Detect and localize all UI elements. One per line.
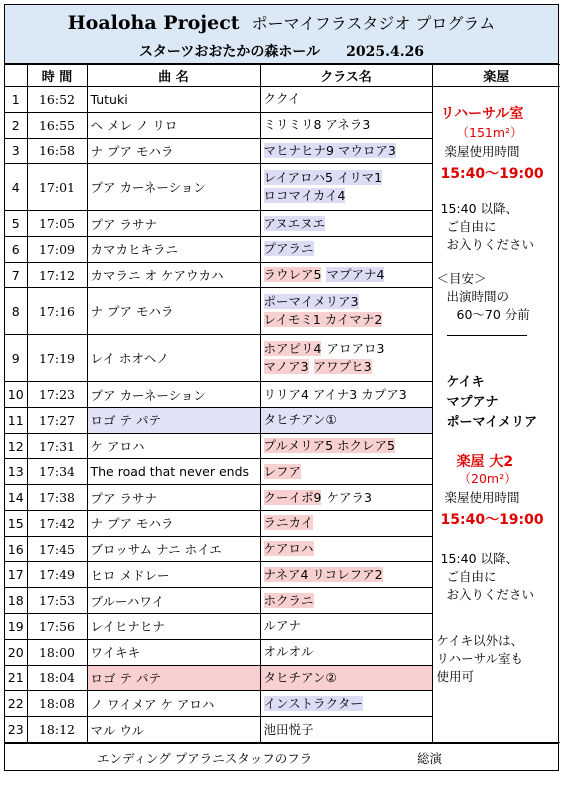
title-block — [5, 5, 558, 64]
row-number: 1 — [5, 87, 27, 113]
class-name: ポーマイメリア3 — [263, 294, 359, 310]
rehearsal-room-size: （151m²） — [456, 125, 523, 140]
row-time: 17:19 — [27, 335, 87, 382]
header-no — [5, 65, 27, 87]
row-class — [260, 433, 432, 459]
row-time: 17:49 — [27, 562, 87, 588]
row-class — [260, 717, 432, 743]
room-usage-label: 楽屋使用時間 — [444, 144, 520, 159]
divider-line — [447, 335, 527, 336]
usage-note: 使用可 — [436, 669, 475, 684]
row-time: 18:04 — [27, 665, 87, 691]
class-name: アワプヒ3 — [313, 359, 372, 375]
row-song: ナ プア モハラ — [87, 510, 260, 536]
row-class — [260, 485, 432, 511]
row-class — [260, 335, 432, 382]
row-time: 17:42 — [27, 510, 87, 536]
row-song: The road that never ends — [87, 459, 260, 485]
guide-line: 60～70 分前 — [456, 307, 530, 322]
class-name: ラウレア5 — [263, 267, 322, 283]
class-name: ロコマイカイ4 — [263, 188, 346, 204]
large-room-name: 楽屋 大2 — [456, 454, 514, 470]
row-class — [260, 288, 432, 335]
class-name: オルオル — [263, 644, 314, 660]
row-song: ナ プア モハラ — [87, 138, 260, 164]
large-room-size: （20m²） — [458, 471, 517, 486]
assigned-class: ケイキ — [446, 375, 485, 390]
row-number: 7 — [5, 262, 27, 288]
row-number: 21 — [5, 665, 27, 691]
row-song: ナ プア モハラ — [87, 288, 260, 335]
row-number: 4 — [5, 164, 27, 211]
class-name: ケアラ3 — [326, 489, 372, 505]
row-time: 17:27 — [27, 407, 87, 433]
row-time: 17:05 — [27, 211, 87, 237]
header-song: 曲 名 — [87, 65, 260, 87]
row-time: 17:56 — [27, 614, 87, 640]
row-time: 17:23 — [27, 382, 87, 408]
class-name: プルメリア5 ホクレア5 — [263, 438, 396, 454]
room-usage-label: 楽屋使用時間 — [444, 490, 520, 505]
row-class — [260, 87, 432, 113]
row-time: 17:16 — [27, 288, 87, 335]
row-class — [260, 459, 432, 485]
table-row — [5, 87, 560, 113]
row-number: 8 — [5, 288, 27, 335]
program-subtitle: ポーマイフラスタジオ プログラム — [251, 14, 496, 33]
row-song: ヘ メレ ノ リロ — [87, 112, 260, 138]
row-number: 18 — [5, 588, 27, 614]
row-time: 18:12 — [27, 717, 87, 743]
header-class: クラス名 — [260, 65, 432, 87]
row-class — [260, 211, 432, 237]
class-name: マノア3 — [263, 359, 309, 375]
finale-label: 総演 — [417, 751, 443, 766]
row-time: 17:12 — [27, 262, 87, 288]
row-class — [260, 588, 432, 614]
header-time: 時 間 — [27, 65, 87, 87]
class-name: レイアロハ5 イリマ1 — [263, 170, 383, 186]
program-table — [5, 64, 560, 743]
row-number: 16 — [5, 536, 27, 562]
row-number: 15 — [5, 510, 27, 536]
program-title: Hoaloha Project — [67, 12, 240, 34]
row-class — [260, 236, 432, 262]
venue-name: スターツおおたかの森ホール — [138, 44, 321, 60]
row-song: レイ ホオヘノ — [87, 335, 260, 382]
event-date: 2025.4.26 — [346, 44, 425, 60]
row-class — [260, 407, 432, 433]
row-number: 17 — [5, 562, 27, 588]
row-number: 9 — [5, 335, 27, 382]
row-class — [260, 138, 432, 164]
row-song: プア カーネーション — [87, 164, 260, 211]
row-class — [260, 164, 432, 211]
class-name: ホアピリ4 — [263, 341, 322, 357]
row-time: 17:09 — [27, 236, 87, 262]
class-name: マヒナヒナ9 マウロア3 — [263, 142, 396, 158]
room-usage-time: 15:40～19:00 — [440, 512, 544, 528]
class-name: ミリミリ8 アネラ3 — [263, 117, 371, 133]
class-name: 池田悦子 — [263, 721, 314, 737]
class-name: レフア — [263, 463, 302, 479]
usage-note: ケイキ以外は、 — [436, 633, 524, 648]
row-number: 2 — [5, 112, 27, 138]
row-time: 17:53 — [27, 588, 87, 614]
row-song: ブルーハワイ — [87, 588, 260, 614]
row-number: 23 — [5, 717, 27, 743]
row-number: 10 — [5, 382, 27, 408]
row-number: 13 — [5, 459, 27, 485]
row-number: 22 — [5, 691, 27, 717]
row-song: プア ラサナ — [87, 485, 260, 511]
guide-line: 出演時間の — [446, 289, 510, 304]
rehearsal-room-name: リハーサル室 — [440, 106, 524, 122]
class-name: タヒチアン② — [263, 669, 337, 685]
row-class — [260, 536, 432, 562]
class-name: タヒチアン① — [263, 412, 337, 428]
row-class — [260, 614, 432, 640]
row-number: 20 — [5, 639, 27, 665]
row-number: 12 — [5, 433, 27, 459]
row-song: ノ ワイメア ケ アロハ — [87, 691, 260, 717]
table-header-row — [5, 65, 560, 87]
assigned-class: マプアナ — [446, 395, 499, 410]
row-class — [260, 382, 432, 408]
class-name: ホクラニ — [263, 592, 314, 608]
row-song: ヒロ メドレー — [87, 562, 260, 588]
row-number: 5 — [5, 211, 27, 237]
row-song: ケ アロハ — [87, 433, 260, 459]
row-class — [260, 665, 432, 691]
class-name: インストラクター — [263, 695, 363, 711]
class-name: アロアロ3 — [326, 341, 385, 357]
row-time: 17:38 — [27, 485, 87, 511]
row-time: 16:58 — [27, 138, 87, 164]
ending-label: エンディング プアラニスタッフのフラ — [97, 751, 313, 766]
row-time: 18:08 — [27, 691, 87, 717]
class-name: ククイ — [263, 91, 301, 107]
row-song: カマカヒキラニ — [87, 236, 260, 262]
dressing-room-info — [432, 87, 560, 743]
room-note: ご自由に — [446, 219, 497, 234]
class-name: ナネア4 リコレフア2 — [263, 566, 383, 582]
row-time: 17:31 — [27, 433, 87, 459]
row-time: 17:45 — [27, 536, 87, 562]
header-room: 楽屋 — [432, 65, 560, 87]
row-number: 6 — [5, 236, 27, 262]
venue-line — [5, 41, 558, 61]
class-name: リリア4 アイナ3 カプア3 — [263, 386, 407, 402]
class-name: ルアナ — [263, 618, 302, 634]
row-song: ロゴ テ パテ — [87, 407, 260, 433]
row-song: プア カーネーション — [87, 382, 260, 408]
row-time: 17:34 — [27, 459, 87, 485]
row-song: ブロッサム ナニ ホイエ — [87, 536, 260, 562]
class-name: クーイポ9 — [263, 489, 322, 505]
footer-row — [5, 743, 558, 770]
row-song: Tutuki — [87, 87, 260, 113]
row-song: マル ウル — [87, 717, 260, 743]
row-song: プア ラサナ — [87, 211, 260, 237]
guide-title: ＜目安＞ — [436, 271, 487, 286]
row-class — [260, 510, 432, 536]
room-note: お入りください — [446, 237, 535, 252]
row-time: 16:52 — [27, 87, 87, 113]
room-note: 15:40 以降、 — [440, 201, 518, 216]
class-name: レイモミ1 カイマナ2 — [263, 312, 383, 328]
row-time: 17:01 — [27, 164, 87, 211]
row-class — [260, 262, 432, 288]
row-song: カマラニ オ ケアウカハ — [87, 262, 260, 288]
class-name: ラニカイ — [263, 515, 314, 531]
class-name: アヌエヌエ — [263, 215, 326, 231]
class-name: プアラニ — [263, 241, 314, 257]
row-song: ワイキキ — [87, 639, 260, 665]
room-usage-time: 15:40～19:00 — [440, 166, 544, 182]
row-number: 3 — [5, 138, 27, 164]
row-class — [260, 562, 432, 588]
room-note: ご自由に — [446, 569, 497, 584]
row-time: 18:00 — [27, 639, 87, 665]
title-line — [5, 11, 558, 34]
row-song: ロゴ テ パテ — [87, 665, 260, 691]
usage-note: リハーサル室も — [436, 651, 524, 666]
assigned-class: ポーマイメリア — [446, 415, 538, 430]
row-time: 16:55 — [27, 112, 87, 138]
room-note: 15:40 以降、 — [440, 551, 518, 566]
row-class — [260, 112, 432, 138]
row-class — [260, 639, 432, 665]
row-song: レイヒナヒナ — [87, 614, 260, 640]
row-class — [260, 691, 432, 717]
room-note: お入りください — [446, 587, 535, 602]
row-number: 11 — [5, 407, 27, 433]
class-name: ケアロハ — [263, 541, 314, 557]
class-name: マプアナ4 — [326, 267, 385, 283]
program-sheet — [4, 4, 559, 771]
row-number: 19 — [5, 614, 27, 640]
row-number: 14 — [5, 485, 27, 511]
